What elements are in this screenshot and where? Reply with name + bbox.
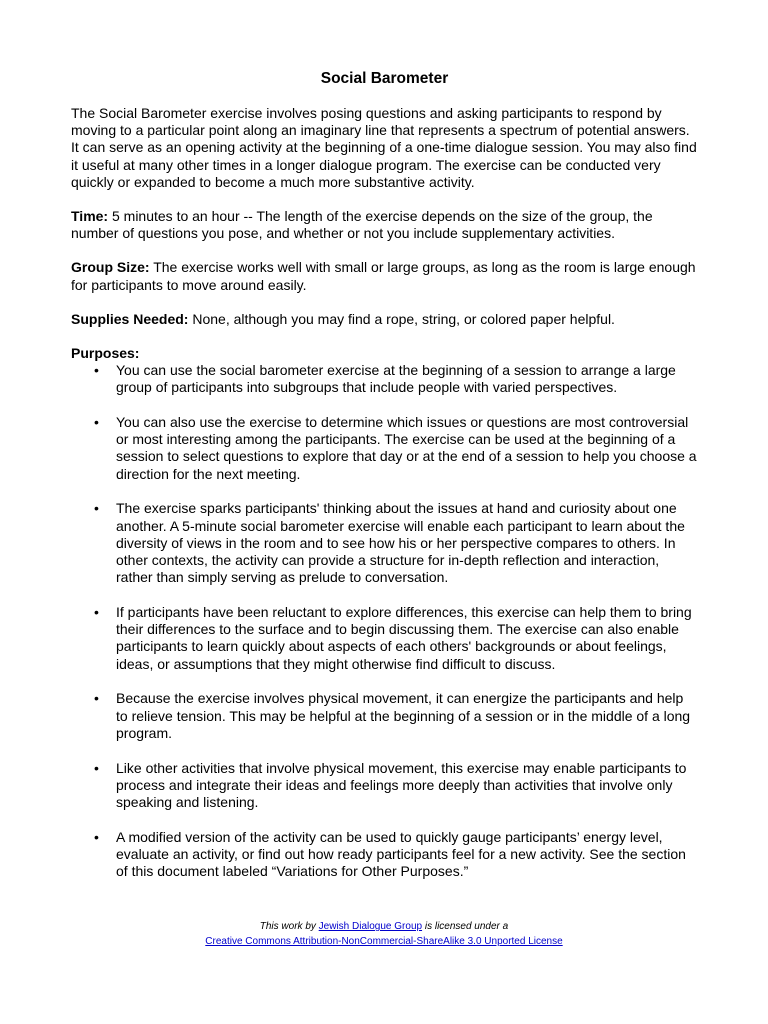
group-size-paragraph (71, 259, 698, 293)
time-label: Time: (71, 208, 109, 225)
supplies-paragraph (71, 311, 698, 328)
bullet-icon: • (94, 500, 99, 517)
purpose-text: Like other activities that involve physical movement, this exercise may enable participants to process and integrate their ideas and feelings more deeply than activities that involve only speaking and listening. (116, 759, 687, 811)
bullet-icon: • (94, 759, 99, 776)
bullet-icon: • (94, 690, 99, 707)
purpose-item (94, 690, 698, 742)
document-title: Social Barometer (320, 70, 449, 87)
purpose-item (94, 759, 698, 812)
purpose-item (94, 362, 698, 396)
purpose-item (94, 604, 698, 673)
bullet-icon: • (94, 414, 99, 431)
purpose-text: Because the exercise involves physical movement, it can energize the participants and help to relieve tension. This may be helpful at the beginning of a session or in the middle of a long program. (116, 690, 691, 741)
time-paragraph (71, 208, 698, 242)
license-middle: is licensed under a (422, 921, 509, 932)
group-size-label: Group Size: (71, 259, 150, 276)
jewish-dialogue-group-link[interactable]: Jewish Dialogue Group (318, 921, 423, 932)
bullet-icon: • (94, 828, 99, 845)
group-size-text: The exercise works well with small or large groups, as long as the room is large enough for participants to move around easily. (71, 259, 696, 293)
purposes-list (71, 362, 698, 880)
purpose-item (94, 500, 698, 586)
purpose-item (94, 414, 698, 483)
bullet-icon: • (94, 604, 99, 621)
purpose-text: A modified version of the activity can be used to quickly gauge participants’ energy level, evaluate an activity, or find out how ready participants feel for a new activity. See the section of this document labeled “Variations for Other Purposes.” (116, 828, 686, 880)
supplies-text: None, although you may find a rope, string, or colored paper helpful. (188, 310, 615, 327)
purpose-text: You can use the social barometer exercise at the beginning of a session to arrange a large group of participants into subgroups that include people with varied perspectives. (116, 362, 676, 396)
purpose-text: You can also use the exercise to determine which issues or questions are most controversial or most interesting among the participants. The exercise can be used at the beginning of a session to select questions to explore that day or at the end of a session to help you choose a direction for the next meeting. (116, 414, 697, 482)
license-line-1 (0, 919, 768, 934)
purpose-item (94, 828, 698, 881)
time-text: 5 minutes to an hour -- The length of the exercise depends on the size of the group, the number of questions you pose, and whether or not you include supplementary activities. (71, 208, 653, 242)
purposes-heading: Purposes: (71, 345, 140, 362)
license-footer (0, 919, 768, 949)
bullet-icon: • (94, 362, 99, 379)
intro-paragraph: The Social Barometer exercise involves posing questions and asking participants to respond by moving to a particular point along an imaginary line that represents a spectrum of potential answers. It can serve as an opening activity at the beginning of a one-time dialogue session. You may also find it useful at many other times in a longer dialogue program. The exercise can be conducted very quickly or expanded to become a much more substantive activity. (71, 105, 697, 190)
creative-commons-license-link[interactable]: Creative Commons Attribution-NonCommercial-ShareAlike 3.0 Unported License (205, 936, 563, 947)
license-prefix: This work by (259, 921, 319, 932)
supplies-label: Supplies Needed: (71, 310, 189, 327)
purpose-text: If participants have been reluctant to explore differences, this exercise can help them to bring their differences to the surface and to begin discussing them. The exercise can also enable participants to learn quickly about aspects of each others' backgrounds or about feelings, ideas, or assumptions that they might otherwise find difficult to discuss. (116, 604, 692, 672)
purpose-text: The exercise sparks participants' thinking about the issues at hand and curiosity about one another. A 5-minute social barometer exercise will enable each participant to learn about the diversity of views in the room and to see how his or her perspective compares to others. In other contexts, the activity can provide a structure for in-depth reflection and interaction, rather than simply serving as prelude to conversation. (116, 500, 685, 586)
license-line-2 (0, 934, 768, 949)
